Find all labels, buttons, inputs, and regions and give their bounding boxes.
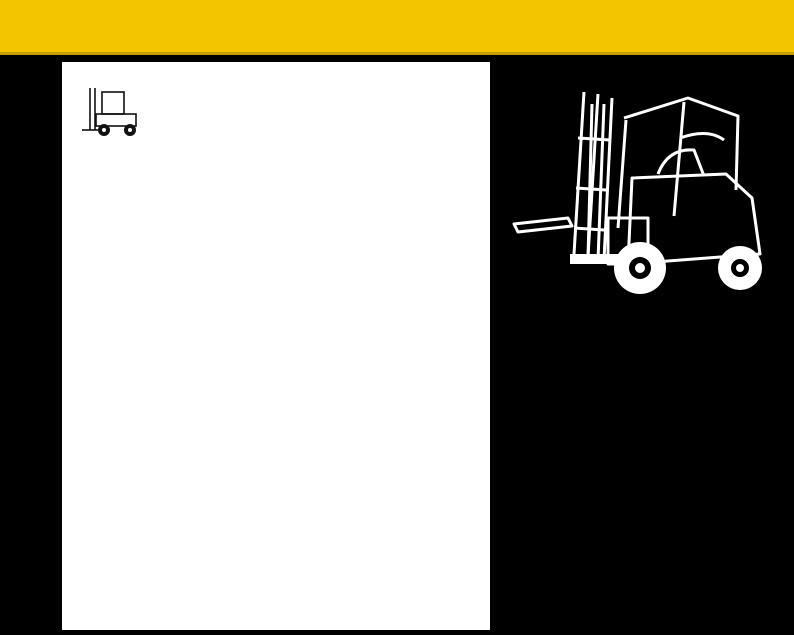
forklift-logo-icon	[80, 86, 144, 138]
forklift-illustration-icon	[508, 78, 778, 304]
invoice-form	[62, 62, 490, 630]
title-banner	[0, 0, 794, 55]
